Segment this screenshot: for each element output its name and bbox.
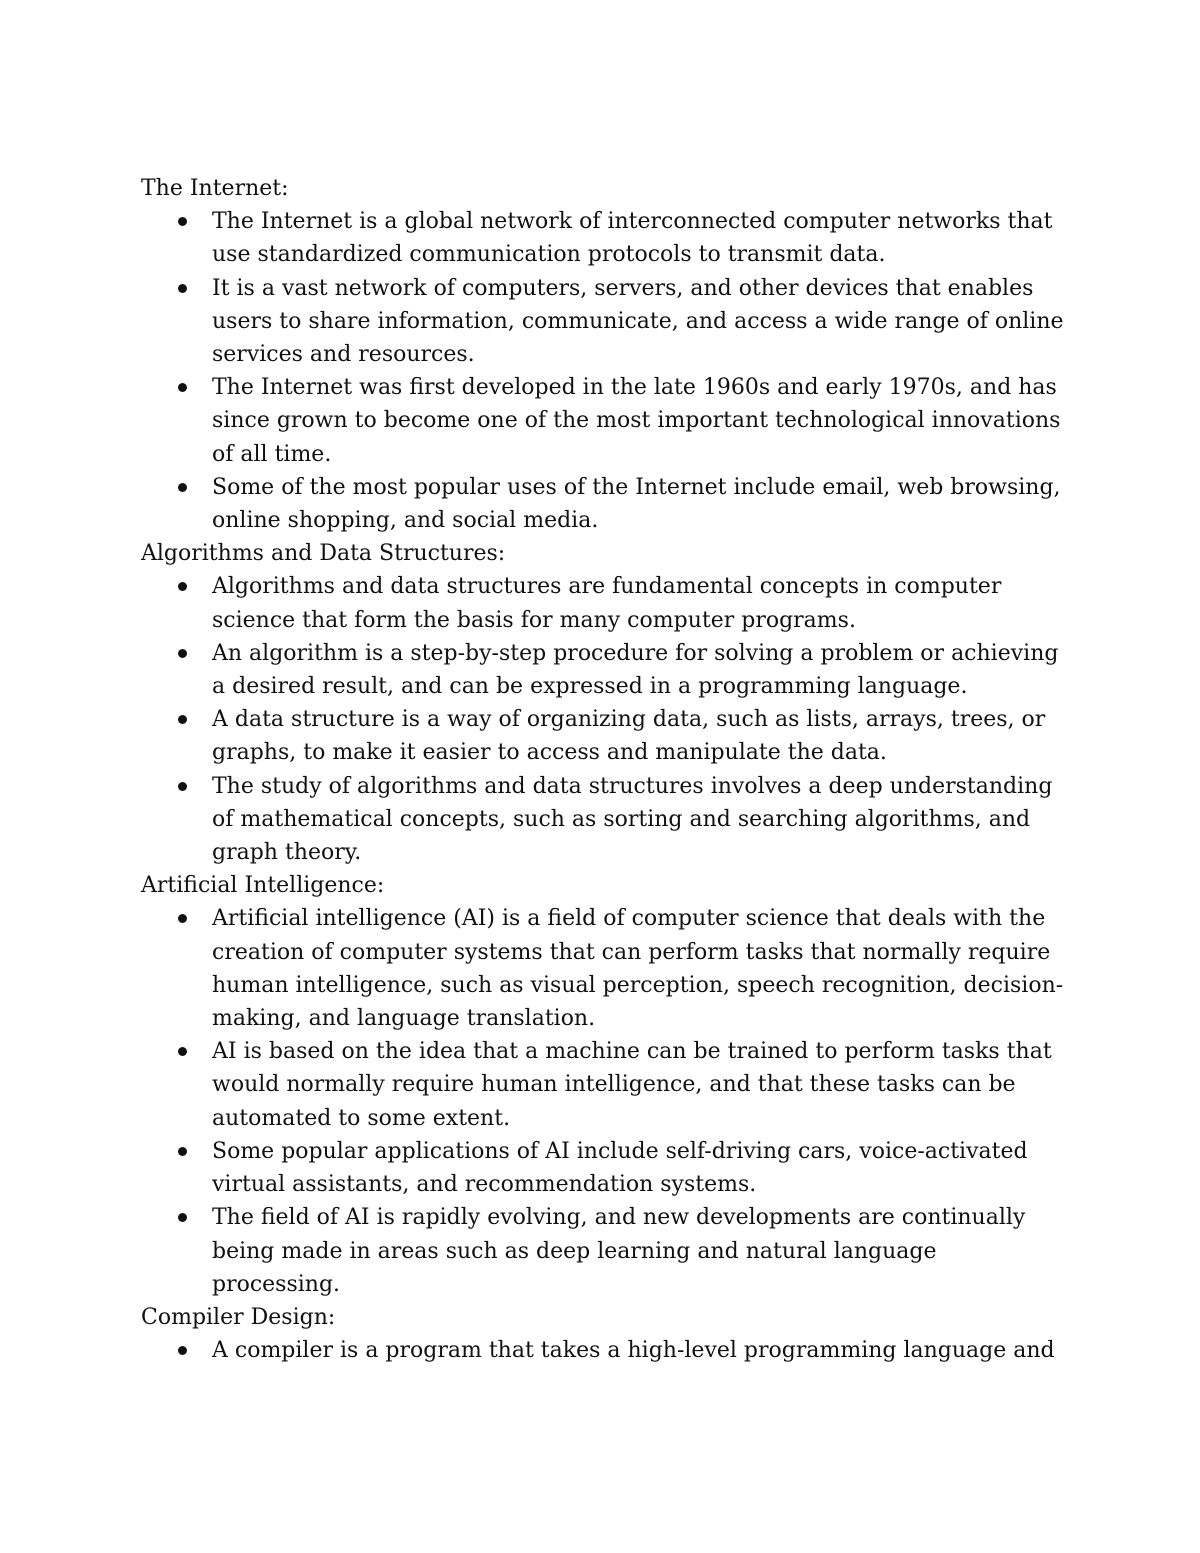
- list-item-text: A compiler is a program that takes a high-level programming language and: [212, 1338, 1055, 1364]
- list-item: [212, 1135, 1071, 1201]
- list-item: [212, 637, 1071, 703]
- bullet-list: [141, 902, 1071, 1300]
- section-heading: The Internet:: [141, 176, 289, 201]
- section-compiler-design: [141, 1301, 1071, 1367]
- list-item-text: The Internet is a global network of interconnected computer networks that use standardized communication protocols to transmit data.: [212, 209, 1053, 268]
- list-item: [212, 770, 1071, 870]
- bullet-icon: [178, 1213, 187, 1222]
- section-heading: Compiler Design:: [141, 1304, 336, 1330]
- list-item: [212, 902, 1071, 1035]
- list-item: [212, 1334, 1071, 1367]
- section-heading: Artificial Intelligence:: [141, 873, 385, 899]
- list-item-text: The Internet was first developed in the late 1960s and early 1970s, and has since grown to become one of the most important technological innovations of all time.: [212, 375, 1061, 467]
- bullet-icon: [178, 284, 187, 293]
- section-algorithms: [141, 537, 1071, 869]
- list-item: [212, 570, 1071, 636]
- list-item-text: AI is based on the idea that a machine can be trained to perform tasks that would normally require human intelligence, and that these tasks can be automated to some extent.: [212, 1039, 1052, 1131]
- bullet-icon: [178, 1147, 187, 1156]
- bullet-icon: [178, 383, 187, 392]
- section-internet: [141, 172, 1071, 537]
- bullet-list: [141, 1334, 1071, 1367]
- section-heading: Algorithms and Data Structures:: [141, 541, 506, 567]
- list-item-text: The field of AI is rapidly evolving, and new developments are continually being made in areas such as deep learning and natural language processing.: [212, 1205, 1026, 1297]
- bullet-icon: [178, 914, 187, 923]
- list-item-text: Artificial intelligence (AI) is a field of computer science that deals with the creation of computer systems that can perform tasks that normally require human intelligence, such as visual perception, speech recognition, decision-making, and language translation.: [212, 906, 1064, 1032]
- list-item-text: Some of the most popular uses of the Internet include email, web browsing, online shopping, and social media.: [212, 474, 1061, 534]
- section-artificial-intelligence: [141, 869, 1071, 1301]
- list-item-text: It is a vast network of computers, servers, and other devices that enables users to share information, communicate, and access a wide range of online services and resources.: [212, 275, 1064, 368]
- bullet-list: [141, 205, 1071, 537]
- list-item: [212, 471, 1071, 537]
- list-item: [212, 205, 1071, 271]
- bullet-icon: [178, 582, 187, 591]
- bullet-icon: [178, 1346, 187, 1355]
- list-item: [212, 272, 1071, 372]
- list-item: [212, 1201, 1071, 1301]
- bullet-icon: [178, 217, 187, 226]
- bullet-icon: [178, 649, 187, 658]
- list-item: [212, 371, 1071, 471]
- bullet-icon: [178, 1047, 187, 1056]
- bullet-icon: [178, 782, 187, 791]
- list-item-text: Some popular applications of AI include self-driving cars, voice-activated virtual assistants, and recommendation systems.: [212, 1138, 1028, 1198]
- list-item: [212, 1035, 1071, 1135]
- bullet-icon: [178, 715, 187, 724]
- list-item-text: Algorithms and data structures are fundamental concepts in computer science that form the basis for many computer programs.: [212, 574, 1002, 633]
- bullet-list: [141, 570, 1071, 869]
- list-item-text: The study of algorithms and data structures involves a deep understanding of mathematical concepts, such as sorting and searching algorithms, and graph theory.: [212, 773, 1053, 866]
- list-item-text: An algorithm is a step-by-step procedure for solving a problem or achieving a desired result, and can be expressed in a programming language.: [212, 640, 1059, 700]
- bullet-icon: [178, 483, 187, 492]
- document-body: [141, 172, 1071, 1367]
- list-item: [212, 703, 1071, 769]
- list-item-text: A data structure is a way of organizing data, such as lists, arrays, trees, or graphs, to make it easier to access and manipulate the data.: [212, 707, 1046, 766]
